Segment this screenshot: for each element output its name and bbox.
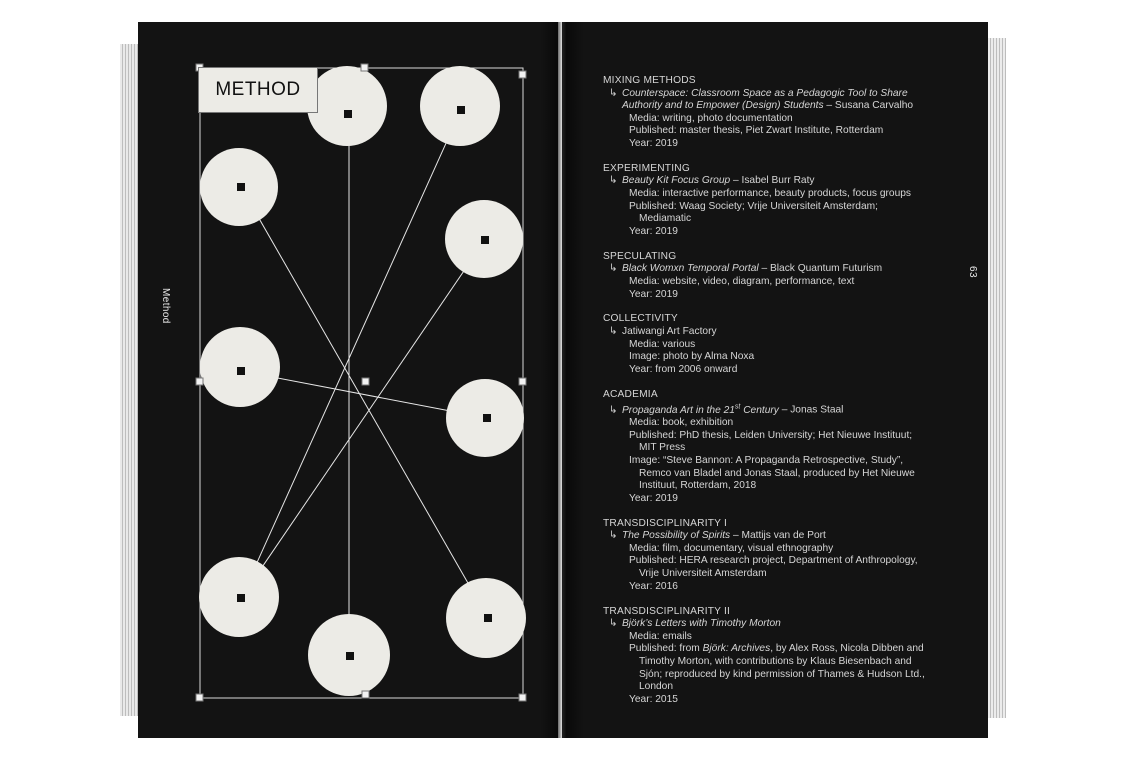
entry-transdisciplinarity-1 [603,518,973,594]
detail-line: Published: master thesis, Piet Zwart Institute, Rotterdam [629,125,884,137]
section-title: ACADEMIA [603,388,658,400]
detail-line: Published: Waag Society; Vrije Universiteit Amsterdam; [629,200,878,212]
ordinal-suffix: st [734,403,741,411]
detail-line: Year: 2019 [629,225,678,237]
method-heading-box [198,67,318,113]
method-entries [603,75,973,719]
node-middle-right [446,379,524,457]
work-title: The Possibility of Spirits [622,530,731,542]
entry-experimenting [603,163,973,239]
work-author: – Mattijs van de Port [730,530,826,542]
detail-line: Remco van Bladel and Jonas Staal, produced by Het Nieuwe [639,467,915,479]
work-author: – Black Quantum Futurism [758,263,883,275]
detail-line: Media: various [629,338,696,350]
detail-line: Year: 2016 [629,580,678,592]
work-author: – Jonas Staal [778,404,844,416]
detail-line: Mediamatic [639,213,692,225]
detail-line: Media: film, documentary, visual ethnography [629,542,834,554]
node-upper-right [445,200,523,278]
detail-line: Year: from 2006 onward [629,363,738,375]
section-title: COLLECTIVITY [603,313,678,325]
entry-collectivity [603,313,973,376]
work-line [603,175,973,188]
entry-transdisciplinarity-2 [603,606,973,707]
work-title-cont: Authority and to Empower (Design) Students [622,100,824,112]
arrow-icon: ↳ [609,618,618,630]
section-title: TRANSDISCIPLINARITY II [603,605,731,617]
detail-line: Published: PhD thesis, Leiden University; Het Nieuwe Instituut; [629,429,913,441]
arrow-icon: ↳ [609,263,618,275]
detail-line: Published: HERA research project, Department of Anthropology, [629,555,918,567]
arrow-icon: ↳ [609,325,618,337]
work-title: Björk’s Letters with Timothy Morton [622,618,781,630]
entry-academia [603,389,973,506]
detail-line: London [639,681,673,693]
published-prefix: Published: from [629,643,703,655]
work-line [603,263,973,276]
detail-line: Media: emails [629,630,692,642]
detail-line: Image: “Steve Bannon: A Propaganda Retrospective, Study”, [629,455,904,467]
arrow-icon: ↳ [609,175,618,187]
section-title: EXPERIMENTING [603,162,690,174]
detail-line: Media: book, exhibition [629,417,734,429]
section-title: MIXING METHODS [603,75,696,86]
detail-line: Media: writing, photo documentation [629,112,793,124]
arrow-icon: ↳ [609,404,618,416]
method-heading: METHOD [215,79,301,100]
work-author: – Susana Carvalho [823,100,914,112]
detail-line: Sjón; reproduced by kind permission of Thames & Hudson Ltd., [639,668,925,680]
node-lower-right [446,578,526,658]
work-line-cont [603,100,973,113]
work-line [603,401,973,417]
published-suffix: , by Alex Ross, Nicola Dibben and [770,643,924,655]
work-line [603,530,973,543]
work-line [603,618,973,631]
published-italic: Björk: Archives [702,643,771,655]
detail-line: MIT Press [639,442,686,454]
work-title: Black Womxn Temporal Portal [622,263,759,275]
running-head: Method [160,288,171,324]
page-number: 63 [967,266,978,278]
work-line [603,88,973,101]
arrow-icon: ↳ [609,530,618,542]
detail-line: Media: interactive performance, beauty products, focus groups [629,188,912,200]
work-title: Propaganda Art in the 21st Century [622,403,779,416]
node-lower-left [199,557,279,637]
detail-line: Year: 2019 [629,492,678,504]
detail-line: Year: 2019 [629,137,678,149]
detail-line: Media: website, video, diagram, performance, text [629,275,855,287]
work-line [603,326,973,339]
detail-line: Year: 2019 [629,288,678,300]
detail-line-published [603,643,973,656]
detail-line: Image: photo by Alma Noxa [629,351,755,363]
node-top-right [420,66,500,146]
node-upper-left [200,148,278,226]
section-title: SPECULATING [603,250,677,262]
work-title: Jatiwangi Art Factory [622,325,717,337]
entry-mixing-methods [603,75,973,151]
entry-speculating [603,251,973,301]
work-title: Counterspace: Classroom Space as a Pedagogic Tool to Share [622,87,908,99]
detail-line: Timothy Morton, with contributions by Klaus Biesenbach and [639,655,912,667]
arrow-icon: ↳ [609,87,618,99]
detail-line: Year: 2015 [629,693,678,705]
work-title: Beauty Kit Focus Group [622,175,731,187]
node-top-center [307,66,387,146]
node-bottom-center [308,614,390,696]
section-title: TRANSDISCIPLINARITY I [603,517,728,529]
work-author: – Isabel Burr Raty [730,175,815,187]
node-middle-left [200,327,280,407]
detail-line: Vrije Universiteit Amsterdam [639,568,767,580]
detail-line: Instituut, Rotterdam, 2018 [639,480,757,492]
